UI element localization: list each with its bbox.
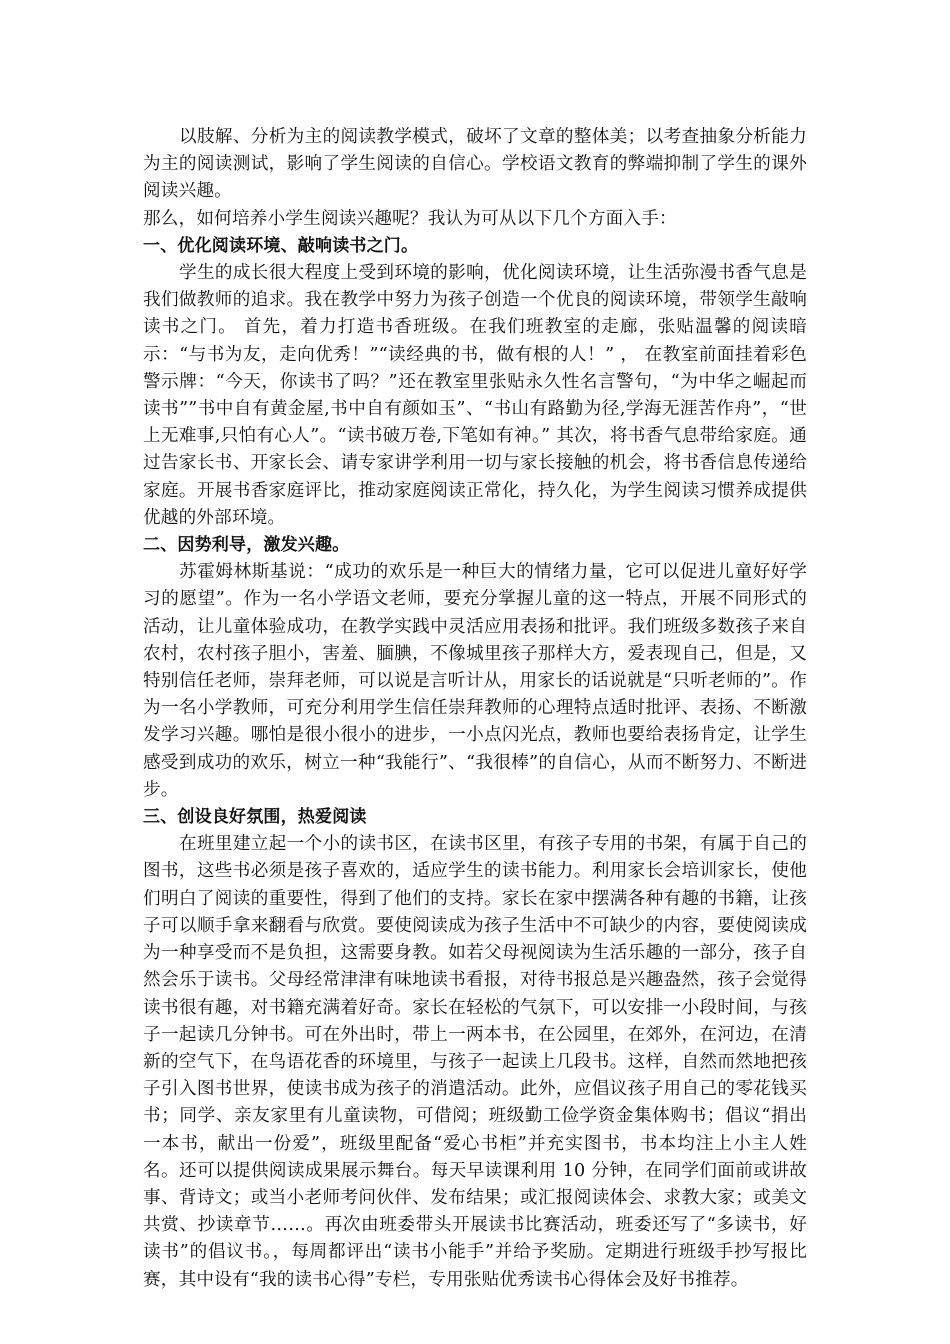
section-heading-2: 二、因势利导，激发兴趣。 <box>143 535 350 556</box>
section-1-paragraph: 学生的成长很大程度上受到环境的影响，优化阅读环境，让生活弥漫书香气息是我们做教师的追求。我在教学中努力为孩子创造一个优良的阅读环境，带领学生敲响读书之门。 首先，着力打造书香班级。在我们班教室的走廊，张贴温馨的阅读暗示：“与书为友，走向优秀！”“读经典的书，做有根的人！” ， 在教室前面挂着彩色警示牌：“今天，你读书了吗？”还在教室里张贴永久性名言警句，“为中华之崛起而读书””书中自有黄金屋,书中自有颜如玉”、“书山有路勤为径,学海无涯苦作舟”，“世上无难事,只怕有心人”。“读书破万卷,下笔如有神。” 其次，将书香气息带给家庭。通过告家长书、开家长会、请专家讲学利用一切与家长接触的机会，将书香信息传递给家庭。开展书香家庭评比，推动家庭阅读正常化，持久化，为学生阅读习惯养成提供优越的外部环境。 <box>143 263 807 528</box>
question-paragraph: 那么，如何培养小学生阅读兴趣呢？我认为可从以下几个方面入手： <box>143 208 677 229</box>
section-3-paragraph: 在班里建立起一个小的读书区，在读书区里，有孩子专用的书架，有属于自己的图书，这些书必须是孩子喜欢的，适应学生的读书能力。利用家长会培训家长，使他们明白了阅读的重要性，得到了他们的支持。家长在家中摆满各种有趣的书籍，让孩子可以顺手拿来翻看与欣赏。要使阅读成为孩子生活中不可缺少的内容，要使阅读成为一种享受而不是负担，这需要身教。如若父母视阅读为生活乐趣的一部分，孩子自然会乐于读书。父母经常津津有味地读书看报，对待书报总是兴趣盎然，孩子会觉得读书很有趣，对书籍充满着好奇。家长在轻松的气氛下，可以安排一小段时间，与孩子一起读几分钟书。可在外出时，带上一两本书，在公园里，在郊外，在河边，在清新的空气下，在鸟语花香的环境里，与孩子一起读上几段书。这样，自然而然地把孩子引入图书世界，使读书成为孩子的消遣活动。此外，应倡议孩子用自己的零花钱买书；同学、亲友家里有儿童读物，可借阅；班级勤工俭学资金集体购书；倡议“捐出一本书，献出一份爱”，班级里配备“爱心书柜”并充实图书，书本均注上小主人姓名。还可以提供阅读成果展示舞台。每天早读课利用 10 分钟，在同学们面前或讲故事、背诗文；或当小老师考问伙伴、发布结果；或汇报阅读体会、求教大家；或美文共赏、抄读章节……。再次由班委带头开展读书比赛活动，班委还写了“多读书，好读书”的倡议书。，每周都评出“读书小能手”并给予奖励。定期进行班级手抄写报比赛，其中设有“我的读书心得”专栏，专用张贴优秀读书心得体会及好书推荐。 <box>143 834 807 1290</box>
section-heading-1: 一、优化阅读环境、敲响读书之门。 <box>143 235 419 256</box>
section-heading-3: 三、创设良好氛围，热爱阅读 <box>143 807 367 828</box>
section-2-paragraph: 苏霍姆林斯基说：“成功的欢乐是一种巨大的情绪力量，它可以促进儿童好好学习的愿望”。作为一名小学语文老师，要充分掌握儿童的这一特点，开展不同形式的活动，让儿童体验成功，在教学实践中灵活应用表扬和批评。我们班级多数孩子来自农村，农村孩子胆小，害羞、腼腆，不像城里孩子那样大方，爱表现自己，但是，又特别信任老师，崇拜老师，可以说是言听计从，用家长的话说就是“只听老师的”。作为一名小学教师，可充分利用学生信任崇拜教师的心理特点适时批评、表扬、不断激发学习兴趣。哪怕是很小很小的进步，一小点闪光点，教师也要给表扬肯定，让学生感受到成功的欢乐，树立一种“我能行”、“我很棒”的自信心，从而不断努力、不断进步。 <box>143 562 807 800</box>
document-body <box>143 124 807 1294</box>
intro-paragraph: 以肢解、分析为主的阅读教学模式，破坏了文章的整体美；以考查抽象分析能力为主的阅读测试，影响了学生阅读的自信心。学校语文教育的弊端抑制了学生的课外阅读兴趣。 <box>143 127 807 202</box>
